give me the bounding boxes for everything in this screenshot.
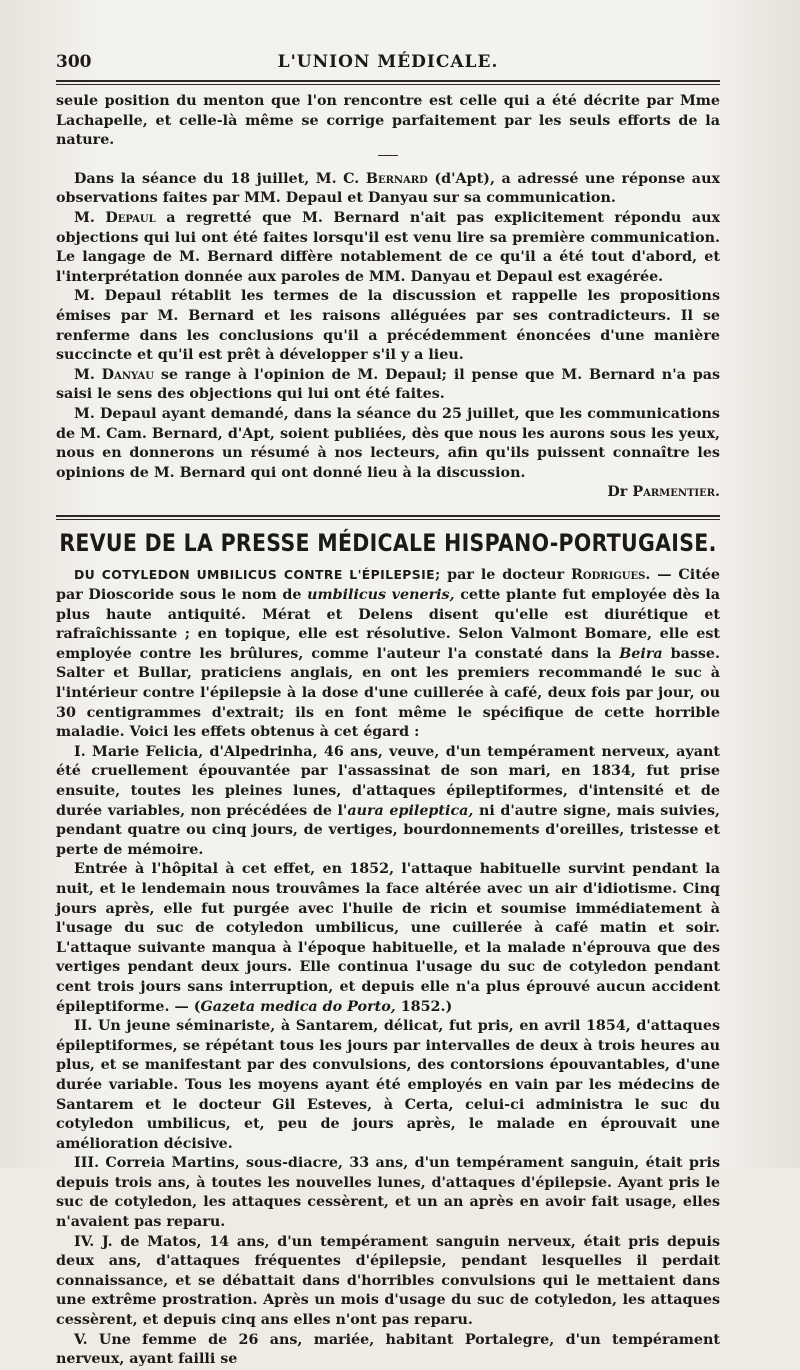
intro-paragraph-5 xyxy=(56,366,720,405)
case-1 xyxy=(56,743,720,861)
author-name: Rodrigues xyxy=(571,567,646,584)
case-5: V. Une femme de 26 ans, mariée, habitant Portalegre, d'un tempérament nerveux, ayant failli se xyxy=(56,1331,720,1368)
text-run: Dans la séance du 18 juillet, M. C. xyxy=(74,170,366,187)
text-run: ; par le docteur xyxy=(435,567,571,584)
text-run: a regretté que M. Bernard n'ait pas explicitement répondu aux objections qui lui ont été faites lorsqu'il est venu lire sa première communication. Le langage de M. Bernard diffère notablement de ce qu'il a été tout d'abord, et l'interprétation donnée aux paroles de MM. Danyau et Depaul est exagérée. xyxy=(56,209,720,285)
text-run: I. Marie Felicia, d'Alpedrinha, 46 ans, veuve, d'un tempérament nerveux, ayant été cruellement épouvantée par l'assassinat de son mari, en 1834, fut prise ensuite, toutes les pleines lunes, d'attaques épileptiformes, d'intensité et de durée variables, non précédées de l' xyxy=(56,743,720,819)
body-text xyxy=(56,92,720,1370)
journal-name: L'UNION MÉDICALE. xyxy=(277,52,499,72)
intro-paragraph-6: M. Depaul ayant demandé, dans la séance du 25 juillet, que les communications de M. Cam. Bernard, d'Apt, soient publiées, dès que nous les aurons sous les yeux, nous en donnerons un résumé à nos lecteurs, afin qu'ils puissent connaître les opinions de M. Bernard qui ont donné lieu à la discussion. xyxy=(56,405,720,481)
name-smallcaps: Bernard xyxy=(365,170,428,187)
separator-dash xyxy=(378,155,398,156)
italic-term: aura epileptica, xyxy=(347,802,474,819)
signature-title: Dr xyxy=(607,484,633,501)
intro-paragraph-4: M. Depaul rétablit les termes de la discussion et rappelle les propositions émises par M. Bernard et les raisons alléguées par ses contradicteurs. Il se renferme dans les conclusions qu'il a précédemment énoncées d'une manière succincte et qu'il est prêt à développer s'il y a lieu. xyxy=(56,288,720,364)
case-2: II. Un jeune séminariste, à Santarem, délicat, fut pris, en avril 1854, d'attaques épileptiformes, se répétant tous les jours par intervalles de deux à trois heures au plus, et se manifestant par des convulsions, des contorsions épouvantables, d'une durée variable. Tous les moyens ayant été employés en vain par les médecins de Santarem et le docteur Gil Esteves, à Certa, celui-ci administra le suc du cotyledon umbilicus, et, peu de jours après, le malade en éprouvait une amélioration décisive. xyxy=(56,1018,720,1152)
text-run: . — Citée par Dioscoride sous le nom de xyxy=(56,567,721,604)
case-3: III. Correia Martins, sous-diacre, 33 ans, d'un tempérament sanguin, était pris depuis trois ans, à toutes les nouvelles lunes, d'attaques d'épilepsie. Ayant pris le suc de cotyledon, les attaques cessèrent, et un an après en avoir fait usage, elles n'avaient pas reparu. xyxy=(56,1155,720,1231)
italic-term: umbilicus veneris, xyxy=(307,587,455,604)
text-run: ni d'autre signe, mais suivies, pendant quatre ou cinq jours, de vertiges, bourdonnements d'oreilles, tristesse et perte de mémoire. xyxy=(56,802,720,858)
intro-paragraph-3 xyxy=(56,209,720,287)
case-4: IV. J. de Matos, 14 ans, d'un tempérament sanguin nerveux, était pris depuis deux ans, d'attaques fréquentes d'épilepsie, pendant lesquelles il perdait connaissance, et se débattait dans d'horribles convulsions qui le mettaient dans une extrême prostration. Après un mois d'usage du suc de cotyledon, les attaques cessèrent, et depuis cinq ans elles n'ont pas reparu. xyxy=(56,1233,720,1329)
text-run: Entrée à l'hôpital à cet effet, en 1852, l'attaque habituelle survint pendant la nuit, et le lendemain nous trouvâmes la face altérée avec un air d'idiotisme. Cinq jours après, elle fut purgée avec l'huile de ricin et soumise immédiatement à l'usage du suc de cotyledon umbilicus, une cuillerée à café matin et soir. L'attaque suivante manqua à l'époque habituelle, et la malade n'éprouva que des vertiges pendant deux jours. Elle continua l'usage du suc de cotyledon pendant cent trois jours sans interruption, et depuis elle n'a plus éprouvé aucun accident épileptiforme. — ( xyxy=(56,861,720,1015)
case-1-continued xyxy=(56,860,720,1017)
name-smallcaps: Depaul xyxy=(105,209,156,226)
section-rule xyxy=(56,515,720,520)
italic-term: Beira xyxy=(619,645,663,662)
text-run: 1852.) xyxy=(395,998,453,1015)
page-number: 300 xyxy=(56,52,92,72)
text-run: (d'Apt), a adressé une réponse aux observations faites par MM. Depaul et Danyau sur sa communication. xyxy=(56,170,720,207)
section-title: REVUE DE LA PRESSE MÉDICALE HISPANO-PORTUGAISE. xyxy=(59,528,717,557)
running-head xyxy=(56,52,720,76)
text-run: cette plante fut employée dès la plus haute antiquité. Mérat et Delens disent qu'elle est diurétique et rafraîchissante ; en topique, elle est résolutive. Selon Valmont Bomare, elle est employée contre les brûlures, comme l'auteur l'a constaté dans la xyxy=(56,587,721,662)
article-title: DU COTYLEDON UMBILICUS CONTRE L'ÉPILEPSIE xyxy=(74,567,435,583)
intro-paragraph-1: seule position du menton que l'on rencontre est celle qui a été décrite par Mme Lachapelle, et celle-là même se corrige parfaitement par les seuls efforts de la nature. xyxy=(56,93,720,149)
name-smallcaps: Danyau xyxy=(101,366,154,383)
intro-paragraph-2 xyxy=(56,170,720,209)
signature-name: Parmentier. xyxy=(632,484,720,501)
source-citation: Gazeta medica do Porto, xyxy=(200,998,396,1015)
text-run: M. xyxy=(74,209,106,226)
text-run: basse. Salter et Bullar, praticiens anglais, en ont les premiers recommandé le suc à l'intérieur contre l'épilepsie à la dose d'une cuillerée à café, deux fois par jour, ou 30 centigrammes d'extrait; ils en font même le spécifique de cette horrible maladie. Voici les effets obtenus à cet égard : xyxy=(56,645,720,741)
header-rule xyxy=(56,80,720,85)
signature xyxy=(56,483,720,503)
article-lead xyxy=(56,565,720,742)
text-run: se range à l'opinion de M. Depaul; il pense que M. Bernard n'a pas saisi le sens des objections qui lui ont été faites. xyxy=(56,366,721,403)
text-run: M. xyxy=(74,366,102,383)
